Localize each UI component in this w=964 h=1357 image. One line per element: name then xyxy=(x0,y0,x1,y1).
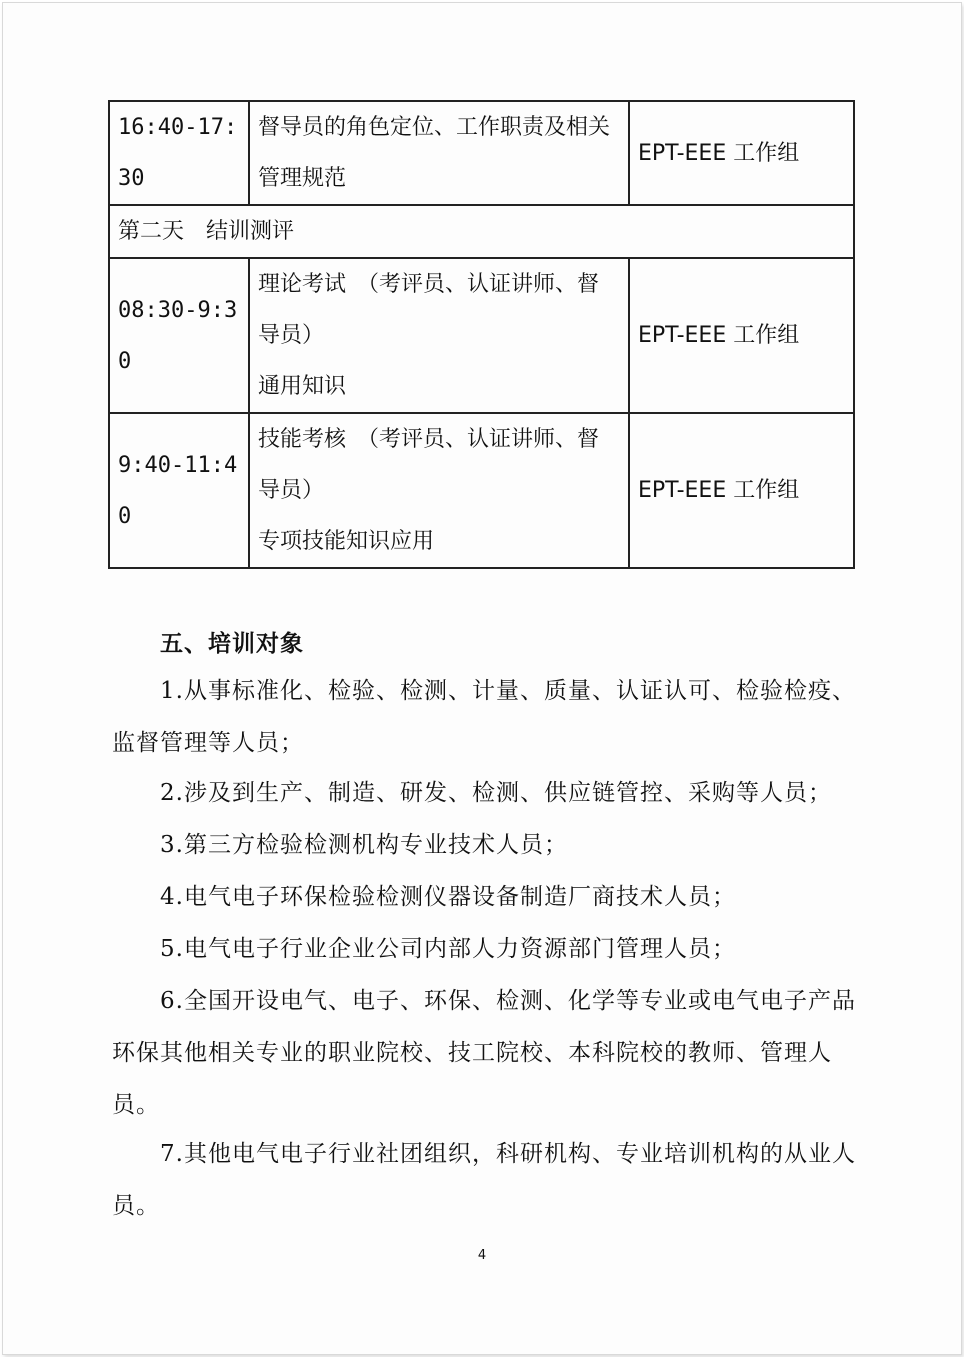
table-row xyxy=(109,205,854,258)
topic-cell xyxy=(249,101,629,205)
topic-cell xyxy=(249,413,629,568)
organizer-cell: EPT-EEE 工作组 xyxy=(629,101,854,205)
time-cell: 16:40-17:30 xyxy=(109,101,249,205)
list-item: 3.第三方检验检测机构专业技术人员； xyxy=(160,832,568,858)
topic-line: 专项技能知识应用 xyxy=(258,529,435,554)
topic-cell xyxy=(249,258,629,413)
topic-line: 通用知识 xyxy=(258,374,347,399)
list-item: 5.电气电子行业企业公司内部人力资源部门管理人员； xyxy=(160,936,736,962)
topic-line: 督导员的角色定位、工作职责及相关管理规范 xyxy=(258,115,611,191)
topic-line: 理论考试 （考评员、认证讲师、督导员） xyxy=(258,272,600,348)
list-item: 6.全国开设电气、电子、环保、检测、化学等专业或电气电子产品环保其他相关专业的职业院校、技工院校、本科院校的教师、管理人员。 xyxy=(112,988,856,1118)
list-item: 1.从事标准化、检验、检测、计量、质量、认证认可、检验检疫、监督管理等人员； xyxy=(112,678,856,756)
organizer-cell: EPT-EEE 工作组 xyxy=(629,258,854,413)
page-number: 4 xyxy=(477,1248,487,1263)
list-item: 7.其他电气电子行业社团组织，科研机构、专业培训机构的从业人员。 xyxy=(112,1141,856,1219)
schedule-table xyxy=(108,100,855,569)
table-row xyxy=(109,413,854,568)
table-row xyxy=(109,101,854,205)
topic-line: 技能考核 （考评员、认证讲师、督导员） xyxy=(258,427,600,503)
time-cell: 9:40-11:40 xyxy=(109,413,249,568)
section-heading: 五、培训对象 xyxy=(160,631,304,657)
list-item: 4.电气电子环保检验检测仪器设备制造厂商技术人员； xyxy=(160,884,736,910)
list-item: 2.涉及到生产、制造、研发、检测、供应链管控、采购等人员； xyxy=(160,780,832,806)
day-label-cell: 第二天 结训测评 xyxy=(109,205,854,258)
organizer-cell: EPT-EEE 工作组 xyxy=(629,413,854,568)
time-cell: 08:30-9:30 xyxy=(109,258,249,413)
table-row xyxy=(109,258,854,413)
